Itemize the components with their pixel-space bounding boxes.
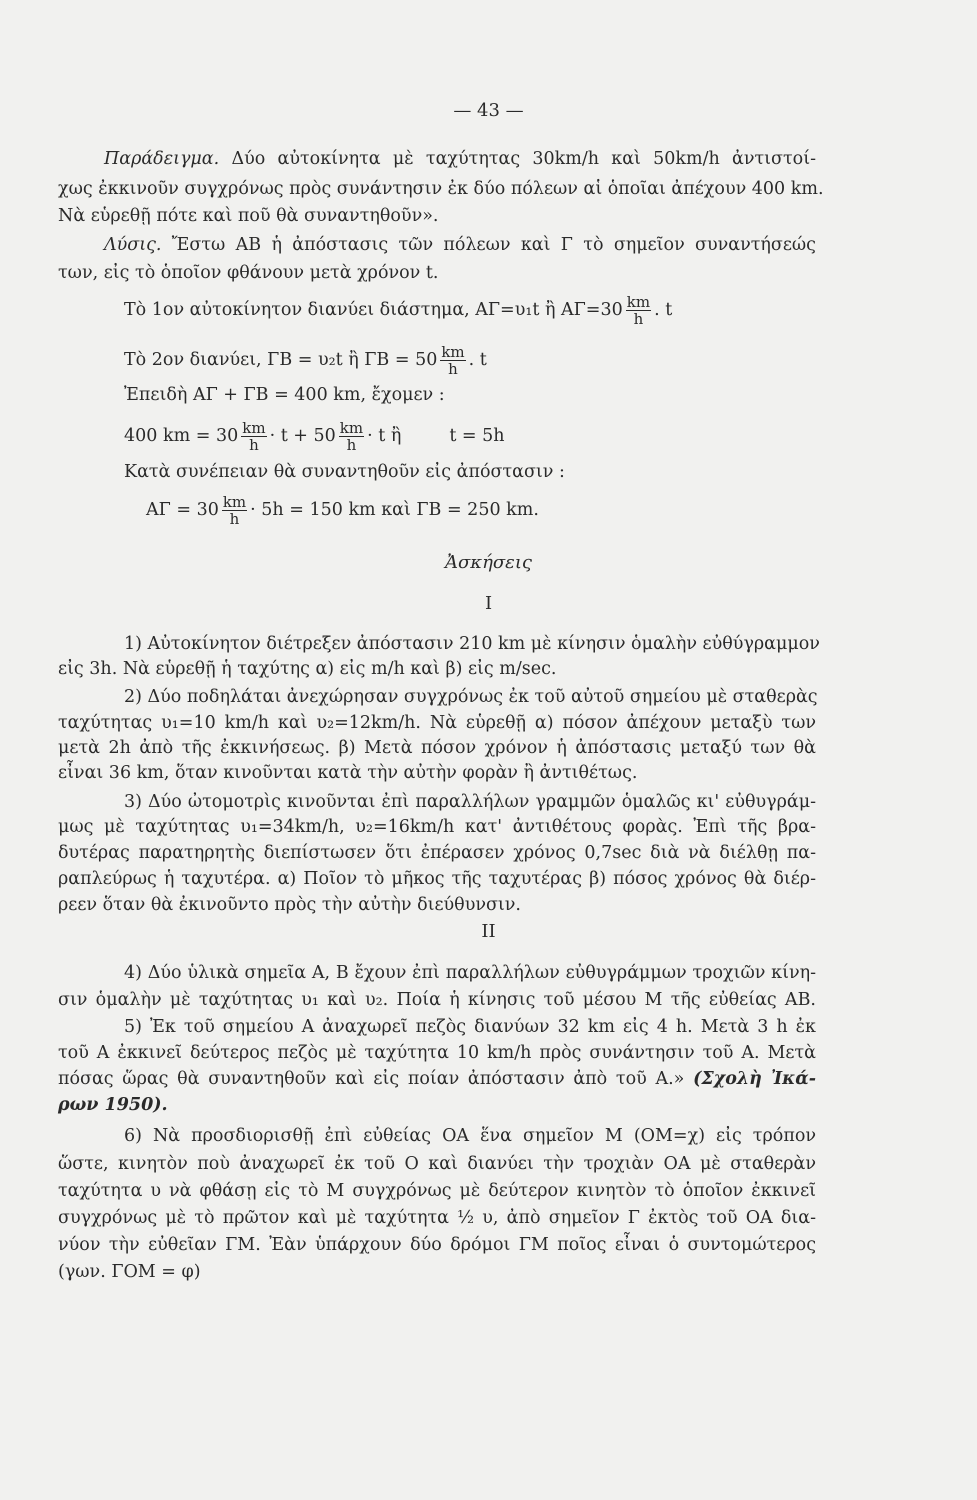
exercise-3-line-1: 3) Δύο ὠτομοτρὶς κινοῦνται ἐπὶ παραλλήλων γραμμῶν ὁμαλῶς κι' εὐθυγράμ- xyxy=(124,792,816,812)
exercise-2-line-3: μετὰ 2h ἀπὸ τῆς ἐκκινήσεως. β) Μετὰ πόσον χρόνον ἡ ἀπόστασις μεταξύ των θὰ xyxy=(58,738,816,758)
unit-fraction: $\frac{km}{h}$ xyxy=(222,493,247,528)
example-line-3: Νὰ εὑρεθῇ πότε καὶ ποῦ θὰ συναντηθοῦν». xyxy=(58,206,439,226)
exercise-6-line-3: ταχύτητα υ νὰ φθάσῃ εἰς τὸ Μ συγχρόνως μὲ δεύτερον κινητὸν τὸ ὁποῖον ἐκκινεῖ xyxy=(58,1181,816,1201)
exercise-3-line-3: δυτέρας παρατηρητὴς διεπίστωσεν ὅτι ἐπέρασεν χρόνος 0,7sec διὰ νὰ διέλθῃ πα- xyxy=(58,843,816,863)
exercise-4-line-2: σιν ὁμαλὴν μὲ ταχύτητας υ₁ καὶ υ₂. Ποία ἡ κίνησις τοῦ μέσου Μ τῆς εὐθείας ΑΒ. xyxy=(58,990,816,1010)
exercise-1-line-2: εἰς 3h. Νὰ εὑρεθῇ ἡ ταχύτης α) εἰς m/h καὶ β) εἰς m/sec. xyxy=(58,659,557,679)
exercise-2-line-1: 2) Δύο ποδηλάται ἀνεχώρησαν συγχρόνως ἐκ τοῦ αὐτοῦ σημείου μὲ σταθερὰς xyxy=(124,687,818,707)
exercise-2-line-4: εἶναι 36 km, ὅταν κινοῦνται κατὰ τὴν αὐτὴν φορὰν ἢ ἀντιθέτως. xyxy=(58,763,638,783)
exercise-3-line-5: ρεεν ὅταν θὰ ἐκινοῦντο πρὸς τὴν αὐτὴν διεύθυνσιν. xyxy=(58,895,521,915)
exercise-1-line-1: 1) Αὐτοκίνητον διέτρεξεν ἀπόστασιν 210 km μὲ κίνησιν ὁμαλὴν εὐθύγραμμον xyxy=(124,634,820,654)
exercise-6-line-6: (γων. ΓΟΜ = φ) xyxy=(58,1262,201,1282)
unit-fraction: $\frac{km}{h}$ xyxy=(339,419,364,454)
page-number: — 43 — xyxy=(453,100,524,121)
exercises-title: Ἀσκήσεις xyxy=(445,552,532,573)
exercise-4-line-1: 4) Δύο ὑλικὰ σημεῖα Α, Β ἔχουν ἐπὶ παραλλήλων εὐθυγράμμων τροχιῶν κίνη- xyxy=(124,963,816,983)
exercise-6-line-5: νύον τὴν εὐθεῖαν ΓΜ. Ἐὰν ὑπάρχουν δύο δρόμοι ΓΜ ποῖος εἶναι ὁ συντομώτερος xyxy=(58,1235,816,1255)
equation-2: Τὸ 2ον διανύει, ΓΒ = υ₂t ἢ ΓΒ = 50 $\frac{km}{h}$ . t xyxy=(124,343,487,378)
exercise-5-line-4: ρων 1950). xyxy=(58,1095,168,1115)
unit-fraction: $\frac{km}{h}$ xyxy=(441,343,465,378)
example-label: Παράδειγμα. xyxy=(104,149,220,169)
exercise-5-source: (Σχολὴ Ἰκά- xyxy=(693,1069,816,1089)
equation-1: Τὸ 1ον αὐτοκίνητον διανύει διάστημα, ΑΓ=υ₁t ἢ ΑΓ=30 $\frac{km}{h}$ . t xyxy=(124,293,673,328)
equation-4-result: t = 5h xyxy=(449,426,505,446)
solution-line-2: των, εἰς τὸ ὁποῖον φθάνουν μετὰ χρόνον t. xyxy=(58,263,439,283)
equation-6: ΑΓ = 30 $\frac{km}{h}$ · 5h = 150 km καὶ ΓΒ = 250 km. xyxy=(146,493,539,528)
exercise-5-line-3: πόσας ὥρας θὰ συναντηθοῦν καὶ εἰς ποίαν ἀπόστασιν ἀπὸ τοῦ Α.» (Σχολὴ Ἰκά- xyxy=(58,1069,816,1089)
example-line-2: χως ἐκκινοῦν συγχρόνως πρὸς συνάντησιν ἐκ δύο πόλεων αἱ ὁποῖαι ἀπέχουν 400 km. xyxy=(58,179,824,199)
solution-line-1: Λύσις. Ἔστω ΑΒ ἡ ἀπόστασις τῶν πόλεων καὶ Γ τὸ σημεῖον συναντήσεώς xyxy=(104,235,816,255)
unit-fraction: $\frac{km}{h}$ xyxy=(242,419,266,454)
equation-4: 400 km = 30 $\frac{km}{h}$ · t + 50 $\frac{km}{h}$ · t ἢ t = 5h xyxy=(124,419,505,454)
exercise-5-line-2: τοῦ Α ἐκκινεῖ δεύτερος πεζὸς μὲ ταχύτητα 10 km/h πρὸς συνάντησιν τοῦ Α. Μετὰ xyxy=(58,1043,816,1063)
equation-5: Κατὰ συνέπειαν θὰ συναντηθοῦν εἰς ἀπόστασιν : xyxy=(124,462,565,482)
example-line-1: Παράδειγμα. Δύο αὐτοκίνητα μὲ ταχύτητας 30km/h καὶ 50km/h ἀντιστοί- xyxy=(104,149,816,169)
exercise-6-line-2: ὥστε, κινητὸν ποὺ ἀναχωρεῖ ἐκ τοῦ Ο καὶ διανύει τὴν τροχιὰν ΟΑ μὲ σταθερὰν xyxy=(58,1154,816,1174)
section-1-heading: I xyxy=(484,593,493,614)
exercise-5-line-1: 5) Ἐκ τοῦ σημείου Α ἀναχωρεῖ πεζὸς διανύων 32 km εἰς 4 h. Μετὰ 3 h ἐκ xyxy=(124,1017,816,1037)
solution-label: Λύσις. xyxy=(104,235,162,255)
exercise-2-line-2: ταχύτητας υ₁=10 km/h καὶ υ₂=12km/h. Νὰ εὑρεθῇ α) πόσον ἀπέχουν μεταξὺ των xyxy=(58,713,816,733)
exercise-3-line-2: μως μὲ ταχύτητας υ₁=34km/h, υ₂=16km/h κατ' ἀντιθέτους φορὰς. Ἐπὶ τῆς βρα- xyxy=(58,817,816,837)
unit-fraction: $\frac{km}{h}$ xyxy=(626,293,651,328)
exercise-6-line-4: συγχρόνως μὲ τὸ πρῶτον καὶ μὲ ταχύτητα ½ υ, ἀπὸ σημεῖον Γ ἐκτὸς τοῦ ΟΑ δια- xyxy=(58,1208,816,1228)
equation-3: Ἐπειδὴ ΑΓ + ΓΒ = 400 km, ἔχομεν : xyxy=(124,385,445,405)
exercise-6-line-1: 6) Νὰ προσδιορισθῇ ἐπὶ εὐθείας ΟΑ ἕνα σημεῖον Μ (ΟΜ=χ) εἰς τρόπον xyxy=(124,1126,816,1146)
exercise-3-line-4: ραπλεύρως ἡ ταχυτέρα. α) Ποῖον τὸ μῆκος τῆς ταχυτέρας β) πόσος χρόνος θὰ διέρ- xyxy=(58,869,816,889)
section-2-heading: II xyxy=(481,921,496,942)
